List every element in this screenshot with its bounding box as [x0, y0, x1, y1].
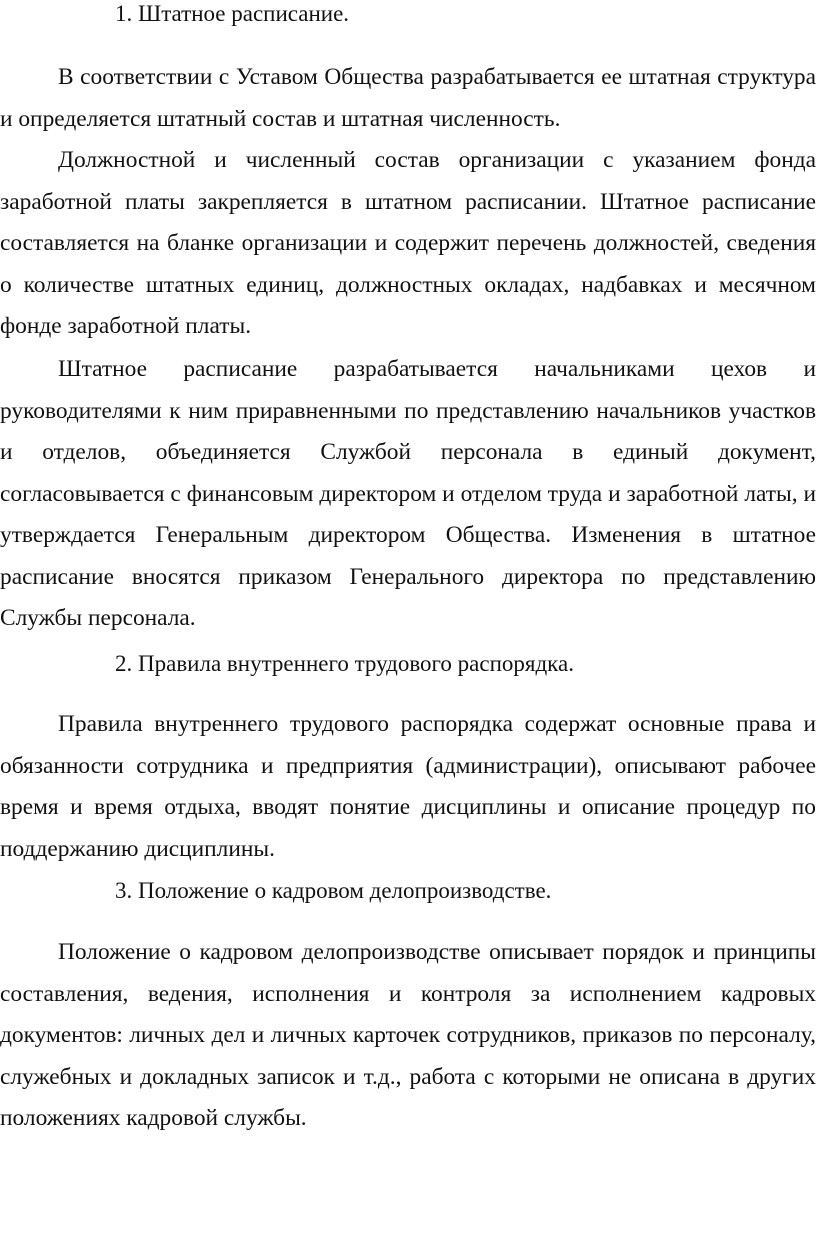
- section-1-paragraph-3: Штатное расписание разрабатывается начальниками цехов и руководителями к ним приравненными по представлению начальников участков и отделов, объединяется Службой персонала в единый документ, согласовывается с финансовым директором и отделом труда и заработной латы, и утверждается Генеральным директором Общества. Изменения в штатное расписание вносятся приказом Генерального директора по представлению Службы персонала.: [0, 356, 816, 631]
- section-1-paragraph-1: В соответствии с Уставом Общества разрабатывается ее штатная структура и определяется штатный состав и штатная численность.: [0, 64, 816, 132]
- section-2-paragraph-1: Правила внутреннего трудового распорядка содержат основные права и обязанности сотрудника и предприятия (администрации), описывают рабочее время и время отдыха, вводят понятие дисциплины и описание процедур по поддержанию дисциплины.: [0, 711, 816, 862]
- section-2-heading: 2. Правила внутреннего трудового распорядка.: [115, 651, 574, 676]
- section-3-paragraph-1: Положение о кадровом делопроизводстве описывает порядок и принципы составления, ведения, исполнения и контроля за исполнением кадровых документов: личных дел и личных карточек сотрудников, приказов по персоналу, служебных и докладных записок и т.д., работа с которыми не описана в других положениях кадровой службы.: [0, 939, 816, 1131]
- section-1-heading: 1. Штатное расписание.: [115, 1, 350, 26]
- section-1-paragraph-2: Должностной и численный состав организации с указанием фонда заработной платы закрепляется в штатном расписании. Штатное расписание составляется на бланке организации и содержит перечень должностей, сведения о количестве штатных единиц, должностных окладах, надбавках и месячном фонде заработной платы.: [0, 147, 816, 339]
- section-3-heading: 3. Положение о кадровом делопроизводстве.: [115, 878, 552, 903]
